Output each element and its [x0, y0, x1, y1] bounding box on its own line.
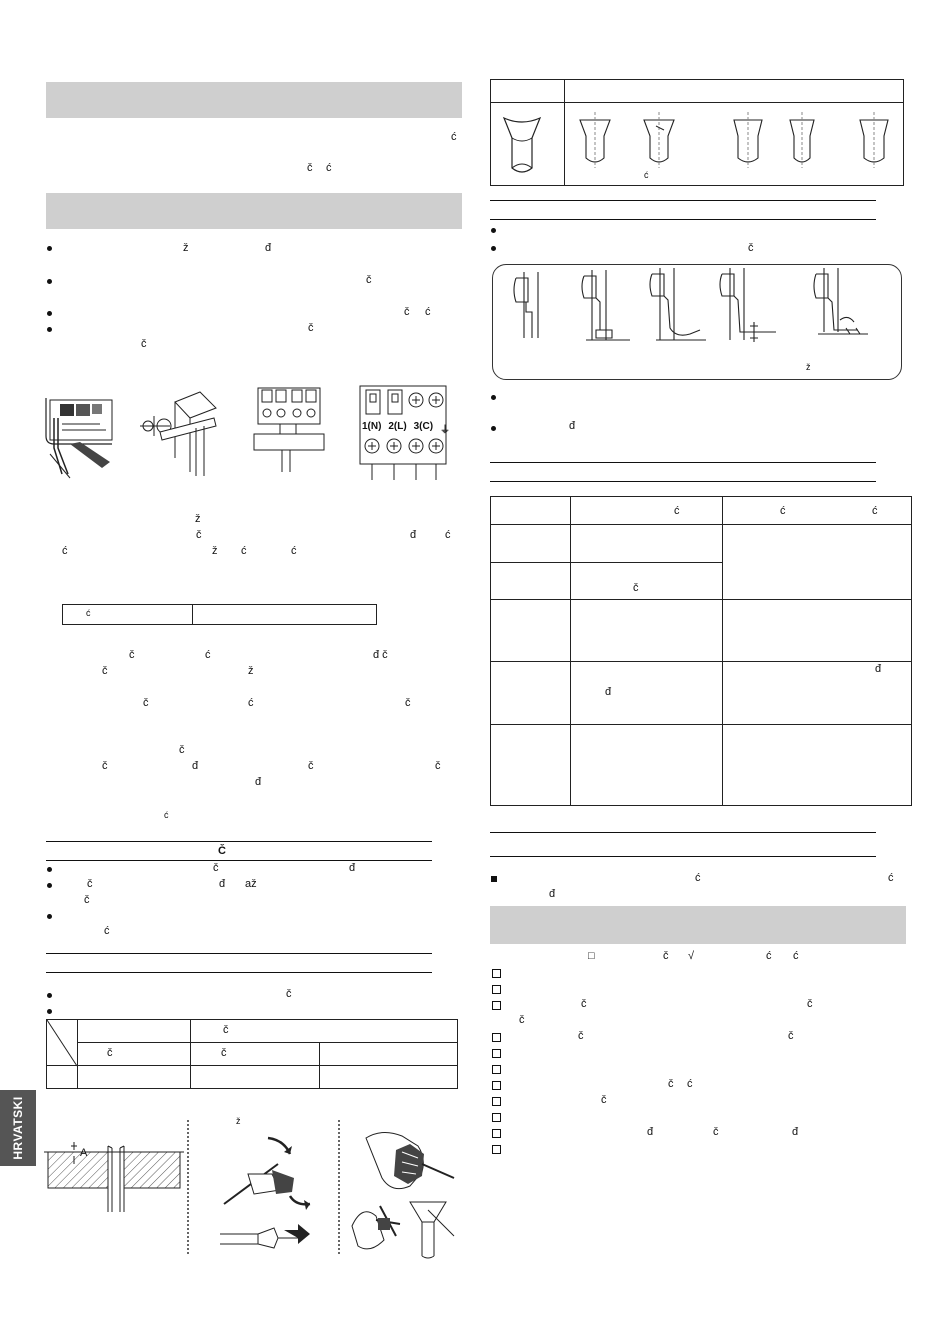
list-bullet: [47, 246, 52, 251]
list-bullet: [491, 246, 496, 251]
glyph-d-stroke: đ: [605, 686, 612, 698]
glyph-d-stroke: đ: [549, 888, 556, 900]
glyph-c-acute: ć: [872, 505, 878, 517]
glyph-c-caron: č: [286, 988, 292, 1000]
glyph-c-acute: ć: [104, 925, 110, 937]
glyph-c-acute: ć: [241, 545, 247, 557]
checklist-checkbox[interactable]: [492, 1097, 501, 1106]
glyph-c-caron: č: [663, 950, 669, 962]
section-rule: [46, 841, 432, 842]
glyph-c-caron: č: [84, 894, 90, 906]
checklist-checkbox[interactable]: [492, 1145, 501, 1154]
list-bullet: [47, 1009, 52, 1014]
section-rule: [490, 219, 876, 220]
small-two-cell-table: [62, 604, 377, 625]
glyph-c-caron: č: [102, 665, 108, 677]
glyph-c-caron: č: [221, 1047, 227, 1059]
language-label: HRVATSKI: [11, 1096, 25, 1160]
terminal-label-c: 3(C): [413, 421, 434, 432]
glyph-c-caron: č: [713, 1126, 719, 1138]
glyph-d-stroke: đ: [255, 776, 262, 788]
terminal-label-row: [362, 421, 450, 436]
glyph-c-acute: ć: [326, 162, 332, 174]
glyph-c-acute: ć: [164, 810, 169, 820]
checklist-checkbox[interactable]: [492, 985, 501, 994]
glyph-d-stroke: đ: [569, 420, 576, 432]
section-header-bar-3: [490, 906, 906, 944]
glyph-c-acute: ć: [425, 306, 431, 318]
glyph-c-caron: č: [87, 878, 93, 890]
checklist-checkbox[interactable]: [492, 1081, 501, 1090]
glyph-z-caron: ž: [212, 545, 218, 557]
section-rule: [46, 953, 432, 954]
glyph-c-caron: č: [143, 697, 149, 709]
glyph-c-caron: č: [308, 760, 314, 772]
glyph-c-acute: ć: [780, 505, 786, 517]
glyph-c-caron: č: [519, 1014, 525, 1026]
glyph-z-caron: ž: [183, 242, 189, 254]
glyph-az: až: [245, 878, 257, 890]
section-rule: [46, 860, 432, 861]
glyph-c-caron: č: [129, 649, 135, 661]
pipe-flare-dimension-illustration: [44, 1122, 184, 1214]
section-header-bar-2: [46, 193, 462, 229]
glyph-c-caron-upper: Č: [218, 845, 226, 857]
glyph-c-acute: ć: [695, 872, 701, 884]
glyph-c-caron: č: [307, 162, 313, 174]
checklist-checkbox[interactable]: [492, 969, 501, 978]
list-bullet: [47, 883, 52, 888]
troubleshooting-table: [490, 496, 912, 806]
ground-icon: ⏚: [439, 425, 450, 436]
section-rule: [46, 972, 432, 973]
glyph-c-acute: ć: [793, 950, 799, 962]
table-corner-diagonal: [47, 1020, 77, 1066]
list-bullet: [47, 993, 52, 998]
checklist-checkbox[interactable]: [492, 1129, 501, 1138]
checklist-checkbox[interactable]: [492, 1049, 501, 1058]
glyph-c-caron: č: [748, 242, 754, 254]
glyph-z-caron: ž: [236, 1116, 241, 1126]
correct-flare-shape-icon: [502, 112, 542, 178]
wrench-and-flare-illustration: [350, 1196, 460, 1260]
drain-pipe-installation-illustrations: [500, 268, 892, 368]
glyph-c-acute: ć: [205, 649, 211, 661]
language-side-tab: [0, 1090, 36, 1166]
glyph-c-acute: ć: [291, 545, 297, 557]
indoor-unit-wiring-illustration: [40, 388, 120, 480]
section-rule: [490, 856, 876, 857]
glyph-d-stroke: đ: [410, 529, 417, 541]
glyph-z-caron: ž: [195, 513, 201, 525]
glyph-c-caron: č: [141, 338, 147, 350]
section-rule: [490, 462, 876, 463]
section-rule: [490, 481, 876, 482]
glyph-c-caron: č: [578, 1030, 584, 1042]
glyph-d-stroke: đ: [647, 1126, 654, 1138]
section-header-bar-1: [46, 82, 462, 118]
glyph-c-caron: č: [807, 998, 813, 1010]
dotted-divider: [187, 1120, 189, 1254]
glyph-z-caron: ž: [806, 362, 811, 372]
glyph-c-caron: č: [405, 697, 411, 709]
glyph-c-caron: č: [308, 322, 314, 334]
section-rule: [490, 200, 876, 201]
flaring-tool-illustration: [218, 1130, 328, 1250]
glyph-c-acute: ć: [687, 1078, 693, 1090]
glyph-c-caron: č: [668, 1078, 674, 1090]
glyph-c-caron: č: [107, 1047, 113, 1059]
glyph-sqrt: √: [688, 950, 695, 962]
glyph-c-caron: č: [633, 582, 639, 594]
glyph-d-stroke: đ: [265, 242, 272, 254]
glyph-d-stroke: đ: [349, 862, 356, 874]
list-bullet: [47, 867, 52, 872]
glyph-c-caron: č: [223, 1024, 229, 1036]
checklist-checkbox[interactable]: [492, 1001, 501, 1010]
glyph-c-acute: ć: [674, 505, 680, 517]
checklist-checkbox[interactable]: [492, 1113, 501, 1122]
hand-tightening-illustration: [362, 1128, 458, 1200]
glyph-c-acute: ć: [248, 697, 254, 709]
list-bullet: [47, 279, 52, 284]
glyph-c-caron: č: [179, 744, 185, 756]
terminal-screws-illustration: [250, 382, 328, 480]
glyph-c-caron: č: [404, 306, 410, 318]
glyph-c-caron: č: [435, 760, 441, 772]
glyph-c-acute: ć: [766, 950, 772, 962]
glyph-c-caron: č: [581, 998, 587, 1010]
list-bullet: [47, 311, 52, 316]
glyph-c-acute: ć: [445, 529, 451, 541]
glyph-d-stroke: đ: [192, 760, 199, 772]
glyph-c-acute: ć: [86, 608, 91, 618]
glyph-c-caron: č: [366, 274, 372, 286]
dotted-divider: [338, 1120, 340, 1254]
glyph-c-caron: č: [102, 760, 108, 772]
pipe-dimension-table: [46, 1019, 458, 1089]
list-bullet: [491, 228, 496, 233]
glyph-c-acute: ć: [644, 170, 649, 180]
square-bullet: [491, 876, 497, 882]
list-bullet: [491, 395, 496, 400]
checklist-checkbox[interactable]: [492, 1033, 501, 1042]
glyph-box: □: [588, 950, 595, 962]
list-bullet: [47, 327, 52, 332]
faulty-flare-shapes-icons: [574, 112, 894, 168]
glyph-c-caron: č: [788, 1030, 794, 1042]
glyph-c-acute: ć: [451, 131, 457, 143]
glyph-c-acute: ć: [62, 545, 68, 557]
glyph-c-caron: č: [196, 529, 202, 541]
glyph-z-caron: ž: [248, 665, 254, 677]
glyph-d-stroke: đ: [792, 1126, 799, 1138]
flare-dimension-label: A: [80, 1147, 88, 1159]
checklist-checkbox[interactable]: [492, 1065, 501, 1074]
glyph-d-stroke: đ: [875, 663, 882, 675]
cable-clamp-illustration: [130, 388, 220, 480]
glyph-c-caron: č: [601, 1094, 607, 1106]
terminal-label-l: 2(L): [388, 421, 407, 432]
terminal-label-n: 1(N): [362, 421, 382, 432]
glyph-d-c-caron: đ č: [373, 649, 388, 661]
glyph-d-stroke: đ: [219, 878, 226, 890]
section-rule: [490, 832, 876, 833]
list-bullet: [491, 426, 496, 431]
list-bullet: [47, 914, 52, 919]
glyph-c-caron: č: [213, 862, 219, 874]
glyph-c-acute: ć: [888, 872, 894, 884]
